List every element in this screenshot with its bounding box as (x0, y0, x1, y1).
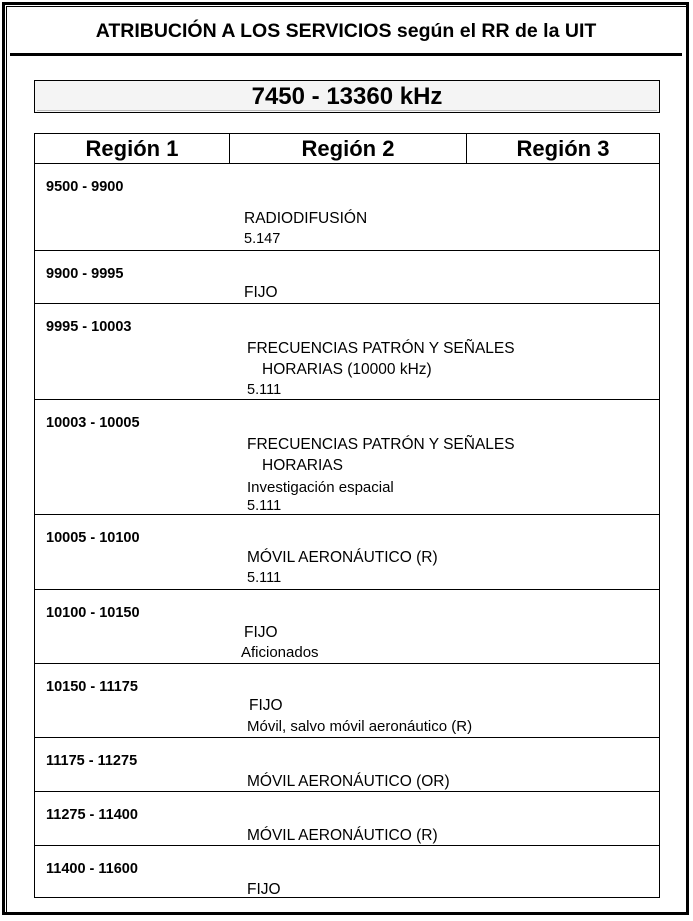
band-label: 10003 - 10005 (46, 415, 140, 431)
table-row (35, 251, 659, 304)
band-label: 9995 - 10003 (46, 319, 132, 335)
band-label: 11400 - 11600 (46, 861, 138, 877)
service-primary: FIJO (249, 697, 283, 714)
footnote-ref: 5.111 (247, 382, 282, 398)
service-secondary: Aficionados (241, 644, 319, 661)
column-header-region-2: Región 2 (230, 134, 467, 163)
service-primary: MÓVIL AERONÁUTICO (R) (247, 549, 438, 566)
table-row (35, 738, 659, 792)
allocation-table (34, 133, 660, 898)
service-primary: RADIODIFUSIÓN (244, 210, 368, 227)
band-label: 10100 - 10150 (46, 605, 140, 621)
service-primary: MÓVIL AERONÁUTICO (R) (247, 827, 438, 844)
table-row (35, 590, 659, 664)
frequency-range-heading: 7450 - 13360 kHz (34, 80, 660, 113)
service-primary: FIJO (244, 284, 278, 301)
column-header-region-1: Región 1 (35, 134, 230, 163)
footnote-ref: 5.147 (244, 231, 281, 247)
footnote-ref: 5.111 (247, 498, 282, 514)
table-row (35, 792, 659, 846)
service-secondary: Móvil, salvo móvil aeronáutico (R) (247, 718, 473, 735)
table-header (35, 134, 659, 164)
service-primary: FRECUENCIAS PATRÓN Y SEÑALES (247, 340, 515, 357)
table-row (35, 664, 659, 738)
column-header-region-3: Región 3 (516, 135, 610, 161)
footnote-ref: 5.111 (247, 570, 282, 586)
table-row (35, 400, 659, 515)
band-label: 10150 - 11175 (46, 679, 138, 695)
band-label: 9500 - 9900 (46, 179, 124, 195)
service-primary: FIJO (247, 881, 281, 898)
service-primary: MÓVIL AERONÁUTICO (OR) (247, 773, 450, 790)
table-row (35, 846, 659, 897)
service-primary-continued: HORARIAS (10000 kHz) (262, 361, 432, 378)
band-label: 9900 - 9995 (46, 266, 124, 282)
page-title: ATRIBUCIÓN A LOS SERVICIOS según el RR de la UIT (10, 10, 682, 56)
table-row (35, 164, 659, 251)
band-label: 11275 - 11400 (46, 807, 138, 823)
service-primary-continued: HORARIAS (262, 457, 343, 474)
service-primary: FRECUENCIAS PATRÓN Y SEÑALES (247, 436, 515, 453)
service-primary: FIJO (244, 624, 278, 641)
table-row (35, 304, 659, 400)
band-label: 10005 - 10100 (46, 530, 140, 546)
band-label: 11175 - 11275 (46, 753, 138, 769)
service-secondary: Investigación espacial (247, 479, 394, 496)
table-row (35, 515, 659, 590)
